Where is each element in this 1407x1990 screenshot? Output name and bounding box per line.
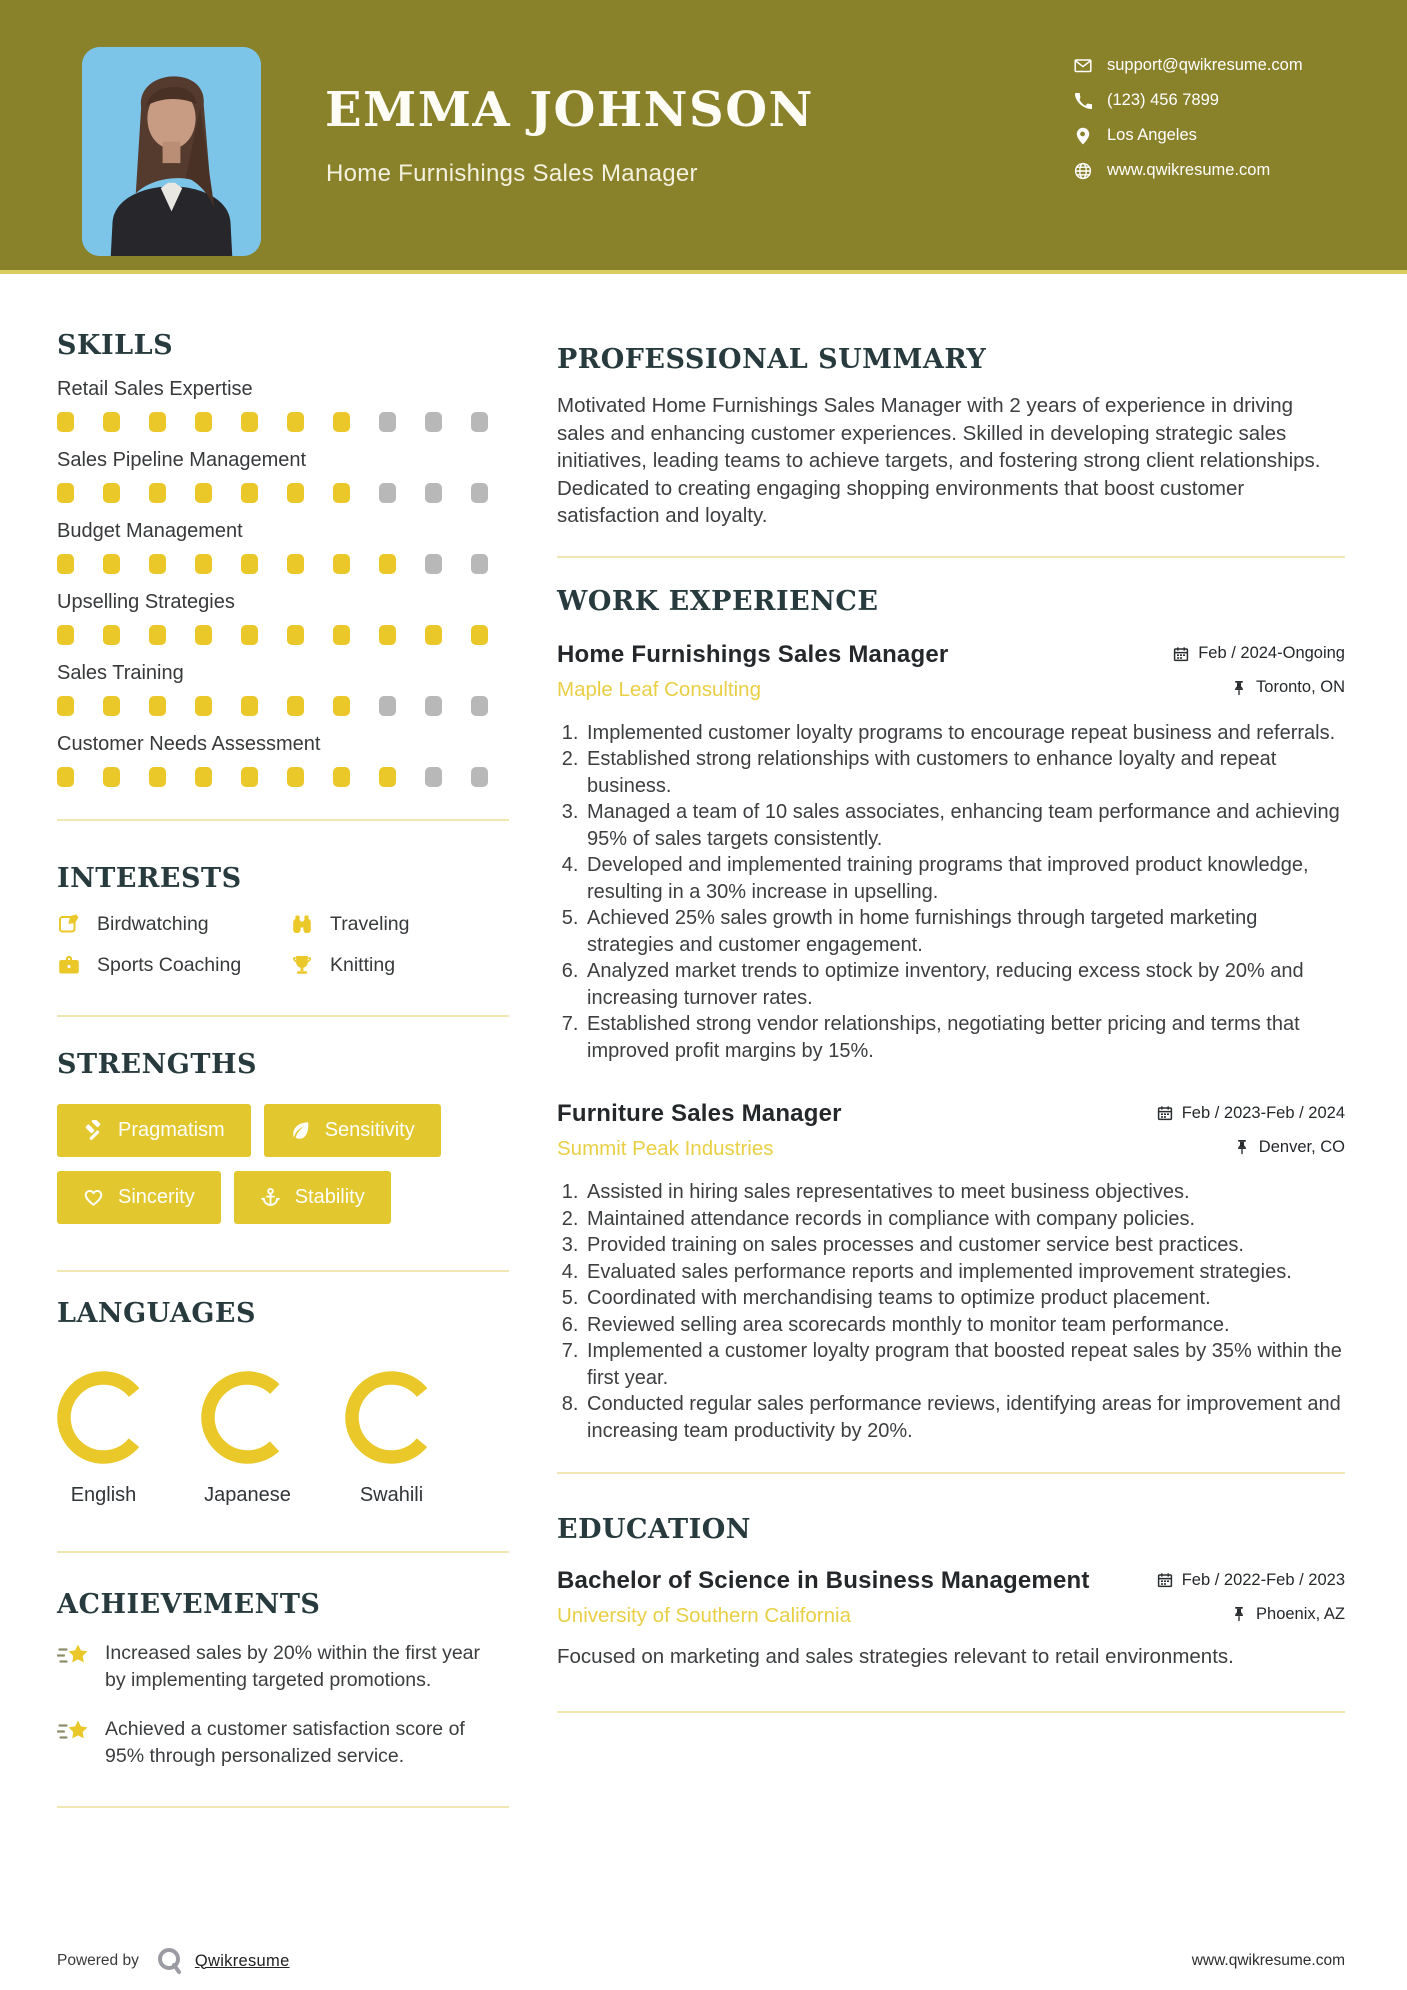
contact-text: support@qwikresume.com <box>1107 56 1303 74</box>
language-arc <box>57 1371 150 1464</box>
skill-dot <box>287 696 304 716</box>
skill-dot <box>195 483 212 503</box>
bullet-item: 8. Conducted regular sales performance reviews, identifying areas for improvement and increasing team productivity by 20%. <box>584 1391 1345 1444</box>
divider <box>557 1472 1345 1474</box>
skill-dot-row <box>57 696 509 716</box>
skill-dot <box>149 767 166 787</box>
strength-badge <box>234 1171 391 1224</box>
header-band <box>0 0 1407 270</box>
skill-dot <box>241 625 258 645</box>
strengths-heading: STRENGTHS <box>57 1049 257 1080</box>
skill-label: Sales Pipeline Management <box>57 449 307 471</box>
language-label: English <box>70 1484 137 1506</box>
achievements-list <box>57 1640 509 1770</box>
skill-label: Budget Management <box>57 520 243 542</box>
interests-heading: INTERESTS <box>57 863 242 894</box>
job-entry <box>557 641 1345 1065</box>
job-location-text: Toronto, ON <box>1256 678 1345 696</box>
skill-dot <box>103 483 120 503</box>
footer <box>57 1946 1345 1976</box>
skill-dot <box>195 696 212 716</box>
education-location: Phoenix, AZ <box>1231 1605 1345 1624</box>
skill-row <box>57 378 509 432</box>
skill-dot <box>57 554 74 574</box>
calendar-icon <box>1157 1105 1173 1121</box>
divider <box>557 1711 1345 1713</box>
bullet-item: 5. Coordinated with merchandising teams to optimize product placement. <box>584 1285 1345 1312</box>
strength-label: Pragmatism <box>118 1119 225 1141</box>
language-label: Swahili <box>359 1484 424 1506</box>
skill-dot <box>103 412 120 432</box>
skill-dot-row <box>57 554 509 574</box>
pushpin-icon <box>1234 1139 1250 1155</box>
skill-dot-row <box>57 625 509 645</box>
language-label: Japanese <box>204 1484 291 1506</box>
skill-dot <box>379 483 396 503</box>
skill-dot <box>195 625 212 645</box>
contact-text: www.qwikresume.com <box>1107 161 1271 179</box>
language-item <box>345 1371 438 1507</box>
skill-dot <box>195 767 212 787</box>
contact-row <box>1074 56 1303 75</box>
bullet-item: 2. Established strong relationships with customers to enhance loyalty and repeat business. <box>584 746 1345 799</box>
bullet-item: 5. Achieved 25% sales growth in home furnishings through targeted marketing strategies and customer engagement. <box>584 905 1345 958</box>
skill-dot <box>57 696 74 716</box>
skill-dot <box>149 554 166 574</box>
skill-row <box>57 520 509 574</box>
summary-text: Motivated Home Furnishings Sales Manager with 2 years of experience in driving sales and enhancing customer experiences. Skilled in developing strategic sales initiatives, leading teams to achieve targets, and fostering strong client relationships. Dedicated to creating engaging shopping environments that boost customer satisfaction and loyalty. <box>557 394 1321 527</box>
strength-label: Sensitivity <box>324 1119 415 1141</box>
strength-badge <box>264 1104 441 1157</box>
company-name: Maple Leaf Consulting <box>557 677 761 701</box>
skill-dot <box>471 412 488 432</box>
skill-dot <box>57 483 74 503</box>
languages-heading: LANGUAGES <box>57 1298 256 1329</box>
interest-item <box>290 912 509 936</box>
strength-badge <box>57 1104 251 1157</box>
job-dates-text: Feb / 2024-Ongoing <box>1198 644 1345 662</box>
strength-label: Stability <box>294 1186 365 1208</box>
email-icon <box>1074 57 1092 75</box>
skill-row <box>57 662 509 716</box>
skill-row <box>57 449 509 503</box>
skill-dot <box>287 483 304 503</box>
location-icon <box>1074 127 1092 145</box>
language-arc <box>201 1371 294 1464</box>
contact-row <box>1074 161 1303 180</box>
bullet-item: 3. Managed a team of 10 sales associates, enhancing team performance and achieving 95% of sales targets consistently. <box>584 799 1345 852</box>
skill-row <box>57 591 509 645</box>
achievement-item <box>57 1716 509 1770</box>
skill-label: Retail Sales Expertise <box>57 378 253 400</box>
job-dates <box>1157 1104 1345 1123</box>
achievement-text: Increased sales by 20% within the first year by implementing targeted promotions. <box>105 1642 481 1691</box>
skill-dot <box>149 483 166 503</box>
skill-dot <box>103 696 120 716</box>
achievement-text: Achieved a customer satisfaction score of 95% through personalized service. <box>105 1718 465 1767</box>
work-experience-heading: WORK EXPERIENCE <box>557 585 879 617</box>
globe-icon <box>1074 162 1092 180</box>
divider <box>57 819 509 821</box>
interest-item <box>290 953 509 977</box>
briefcase-icon <box>57 953 81 977</box>
skills-list <box>57 378 509 787</box>
skill-dot <box>425 412 442 432</box>
skill-dot <box>471 696 488 716</box>
skill-dot <box>103 625 120 645</box>
school-name: University of Southern California <box>557 1604 851 1627</box>
job-entry <box>557 1100 1345 1444</box>
bullet-item: 1. Implemented customer loyalty programs to encourage repeat business and referrals. <box>584 720 1345 747</box>
job-header-row <box>557 641 1345 669</box>
divider <box>57 1015 509 1017</box>
anchor-icon <box>260 1187 281 1208</box>
skill-dot <box>471 767 488 787</box>
skill-dot-row <box>57 483 509 503</box>
contact-row <box>1074 91 1303 110</box>
skill-dot <box>149 412 166 432</box>
bullet-item: 1. Assisted in hiring sales representatives to meet business objectives. <box>584 1179 1345 1206</box>
qwikresume-link[interactable]: Qwikresume <box>194 1951 290 1970</box>
skill-dot <box>425 554 442 574</box>
language-arc <box>345 1371 438 1464</box>
powered-by-label: Powered by <box>57 1952 139 1969</box>
profile-photo <box>82 47 261 256</box>
interest-label: Knitting <box>330 953 396 976</box>
job-subheader-row <box>557 1128 1345 1161</box>
skill-dot <box>241 554 258 574</box>
contact-text: (123) 456 7899 <box>1107 91 1219 109</box>
interest-label: Birdwatching <box>97 912 209 935</box>
bullet-item: 2. Maintained attendance records in compliance with company policies. <box>584 1206 1345 1233</box>
skill-dot-row <box>57 767 509 787</box>
summary-heading: PROFESSIONAL SUMMARY <box>557 344 987 375</box>
interests-list <box>57 912 509 977</box>
skill-dot <box>149 625 166 645</box>
degree-title: Bachelor of Science in Business Management <box>557 1567 1090 1594</box>
skill-row <box>57 733 509 787</box>
left-column <box>57 330 509 1816</box>
divider <box>57 1551 509 1553</box>
resume-body <box>0 274 1407 1816</box>
bullet-item: 6. Analyzed market trends to optimize inventory, reducing excess stock by 20% and increasing turnover rates. <box>584 958 1345 1011</box>
divider <box>557 556 1345 558</box>
skill-dot <box>471 625 488 645</box>
bullet-item: 4. Evaluated sales performance reports and implemented improvement strategies. <box>584 1259 1345 1286</box>
skill-dot <box>425 696 442 716</box>
calendar-icon <box>1173 646 1189 662</box>
skill-dot <box>333 625 350 645</box>
contact-list <box>1074 56 1303 180</box>
pushpin-icon <box>1231 680 1247 696</box>
skill-dot <box>379 696 396 716</box>
job-bullet-list <box>557 720 1345 1065</box>
skill-label: Sales Training <box>57 662 184 684</box>
skill-dot <box>287 412 304 432</box>
jobs-list <box>557 641 1345 1445</box>
skill-dot <box>333 483 350 503</box>
gavel-icon <box>83 1120 104 1141</box>
job-title: Furniture Sales Manager <box>557 1100 842 1127</box>
divider <box>57 1806 509 1808</box>
skill-dot <box>379 625 396 645</box>
shooting-star-icon <box>57 1718 91 1748</box>
job-dates <box>1173 644 1345 663</box>
skill-dot <box>379 767 396 787</box>
skill-dot <box>241 767 258 787</box>
skill-dot <box>333 554 350 574</box>
language-item <box>57 1371 150 1507</box>
strength-badge <box>57 1171 221 1224</box>
bullet-item: 7. Established strong vendor relationships, negotiating better pricing and terms that improved profit margins by 15%. <box>584 1011 1345 1064</box>
skill-dot <box>287 625 304 645</box>
interest-label: Traveling <box>330 912 410 935</box>
phone-icon <box>1074 92 1092 110</box>
skill-dot <box>333 412 350 432</box>
job-subheader-row <box>557 669 1345 702</box>
achievements-heading: ACHIEVEMENTS <box>57 1589 321 1620</box>
bullet-item: 7. Implemented a customer loyalty program that boosted repeat sales by 35% within the first year. <box>584 1338 1345 1391</box>
skill-dot <box>57 412 74 432</box>
skill-dot <box>57 767 74 787</box>
interest-item <box>57 912 290 936</box>
skill-dot <box>379 554 396 574</box>
education-heading: EDUCATION <box>557 1514 751 1545</box>
education-entry <box>557 1567 1345 1669</box>
skill-dot <box>287 767 304 787</box>
right-column <box>557 330 1345 1816</box>
bullet-item: 4. Developed and implemented training programs that improved product knowledge, resulting in a 30% increase in upselling. <box>584 852 1345 905</box>
skill-dot <box>425 767 442 787</box>
skill-dot <box>103 767 120 787</box>
job-header-row <box>557 1100 1345 1128</box>
skill-dot-row <box>57 412 509 432</box>
heart-icon <box>83 1187 104 1208</box>
skill-label: Customer Needs Assessment <box>57 733 321 755</box>
bullet-item: 3. Provided training on sales processes and customer service best practices. <box>584 1232 1345 1259</box>
qwikresume-logo-icon <box>155 1946 185 1976</box>
skills-heading: SKILLS <box>57 330 174 361</box>
binoculars-icon <box>290 912 314 936</box>
job-location-text: Denver, CO <box>1258 1137 1345 1156</box>
person-name: EMMA JOHNSON <box>325 82 814 138</box>
skill-label: Upselling Strategies <box>57 591 235 613</box>
contact-text: Los Angeles <box>1107 126 1197 144</box>
company-name: Summit Peak Industries <box>557 1137 774 1160</box>
job-dates-text: Feb / 2023-Feb / 2024 <box>1181 1103 1345 1122</box>
skill-dot <box>241 412 258 432</box>
skill-dot <box>379 412 396 432</box>
footer-site-url: www.qwikresume.com <box>1191 1952 1345 1969</box>
skill-dot <box>471 554 488 574</box>
leaf-icon <box>290 1120 311 1141</box>
skill-dot <box>149 696 166 716</box>
languages-list <box>57 1371 509 1507</box>
trophy-icon <box>290 953 314 977</box>
skill-dot <box>425 483 442 503</box>
divider <box>57 1270 509 1272</box>
person-job-title: Home Furnishings Sales Manager <box>326 160 698 187</box>
skill-dot <box>333 767 350 787</box>
strengths-list <box>57 1104 497 1224</box>
contact-row <box>1074 126 1303 145</box>
shooting-star-icon <box>57 1642 91 1672</box>
job-location <box>1234 1138 1345 1157</box>
interest-item <box>57 953 290 977</box>
skill-dot <box>195 554 212 574</box>
skill-dot <box>287 554 304 574</box>
skill-dot <box>333 696 350 716</box>
interest-label: Sports Coaching <box>97 953 242 976</box>
skill-dot <box>425 625 442 645</box>
skill-dot <box>471 483 488 503</box>
calendar-icon <box>1157 1572 1173 1588</box>
strength-label: Sincerity <box>118 1186 195 1208</box>
job-location <box>1231 678 1345 697</box>
job-title: Home Furnishings Sales Manager <box>557 640 949 668</box>
skill-dot <box>57 625 74 645</box>
skill-dot <box>103 554 120 574</box>
bullet-item: 6. Reviewed selling area scorecards monthly to monitor team performance. <box>584 1312 1345 1339</box>
skill-dot <box>241 483 258 503</box>
job-bullet-list <box>557 1179 1345 1444</box>
skill-dot <box>241 696 258 716</box>
achievement-item <box>57 1640 509 1694</box>
education-dates: Feb / 2022-Feb / 2023 <box>1157 1571 1345 1590</box>
education-description: Focused on marketing and sales strategies relevant to retail environments. <box>557 1645 1234 1668</box>
portrait-illustration <box>82 47 261 256</box>
pencil-square-icon <box>57 912 81 936</box>
pushpin-icon <box>1231 1606 1247 1622</box>
language-item <box>201 1371 294 1507</box>
skill-dot <box>195 412 212 432</box>
